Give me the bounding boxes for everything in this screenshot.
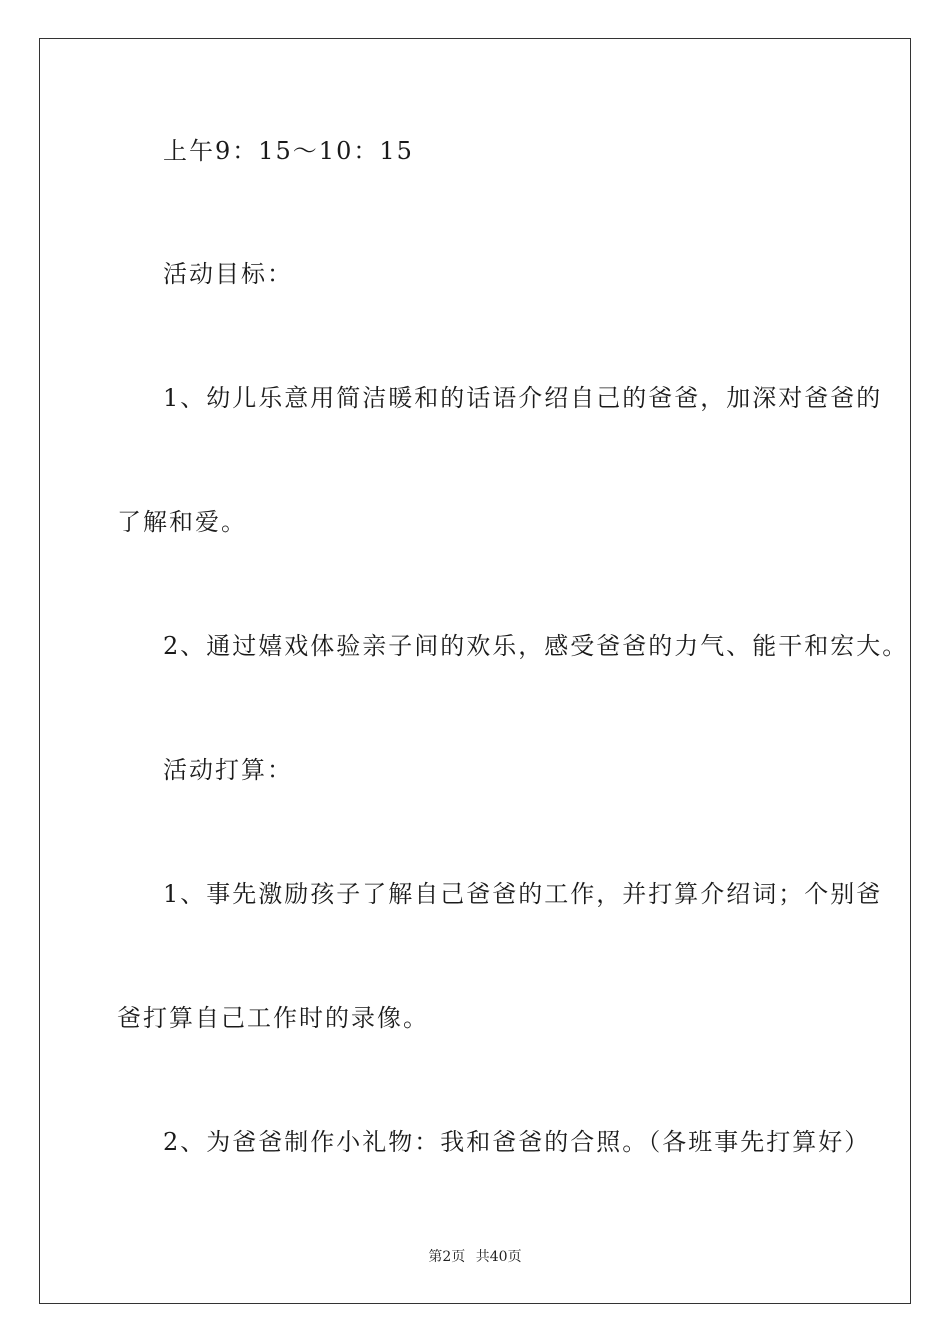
goal-item-1: 1、幼儿乐意用简洁暖和的话语介绍自己的爸爸，加深对爸爸的 (163, 384, 883, 412)
page-number: 第2页 (428, 1249, 466, 1265)
preparation-item-1: 1、事先激励孩子了解自己爸爸的工作，并打算介绍词；个别爸 (163, 880, 883, 908)
preparation-item-1-continued: 爸打算自己工作时的录像。 (117, 1004, 429, 1032)
page-border (39, 38, 911, 1304)
time-line: 上午9：15～10：15 (163, 137, 414, 165)
goal-item-2: 2、通过嬉戏体验亲子间的欢乐，感受爸爸的力气、能干和宏大。 (163, 632, 909, 660)
section-heading-goals: 活动目标： (163, 260, 293, 288)
page-total: 共40页 (475, 1249, 522, 1265)
section-heading-preparation: 活动打算： (163, 756, 293, 784)
page-footer (0, 1248, 950, 1266)
goal-item-1-continued: 了解和爱。 (117, 508, 247, 536)
preparation-item-2: 2、为爸爸制作小礼物：我和爸爸的合照。（各班事先打算好） (163, 1128, 871, 1156)
